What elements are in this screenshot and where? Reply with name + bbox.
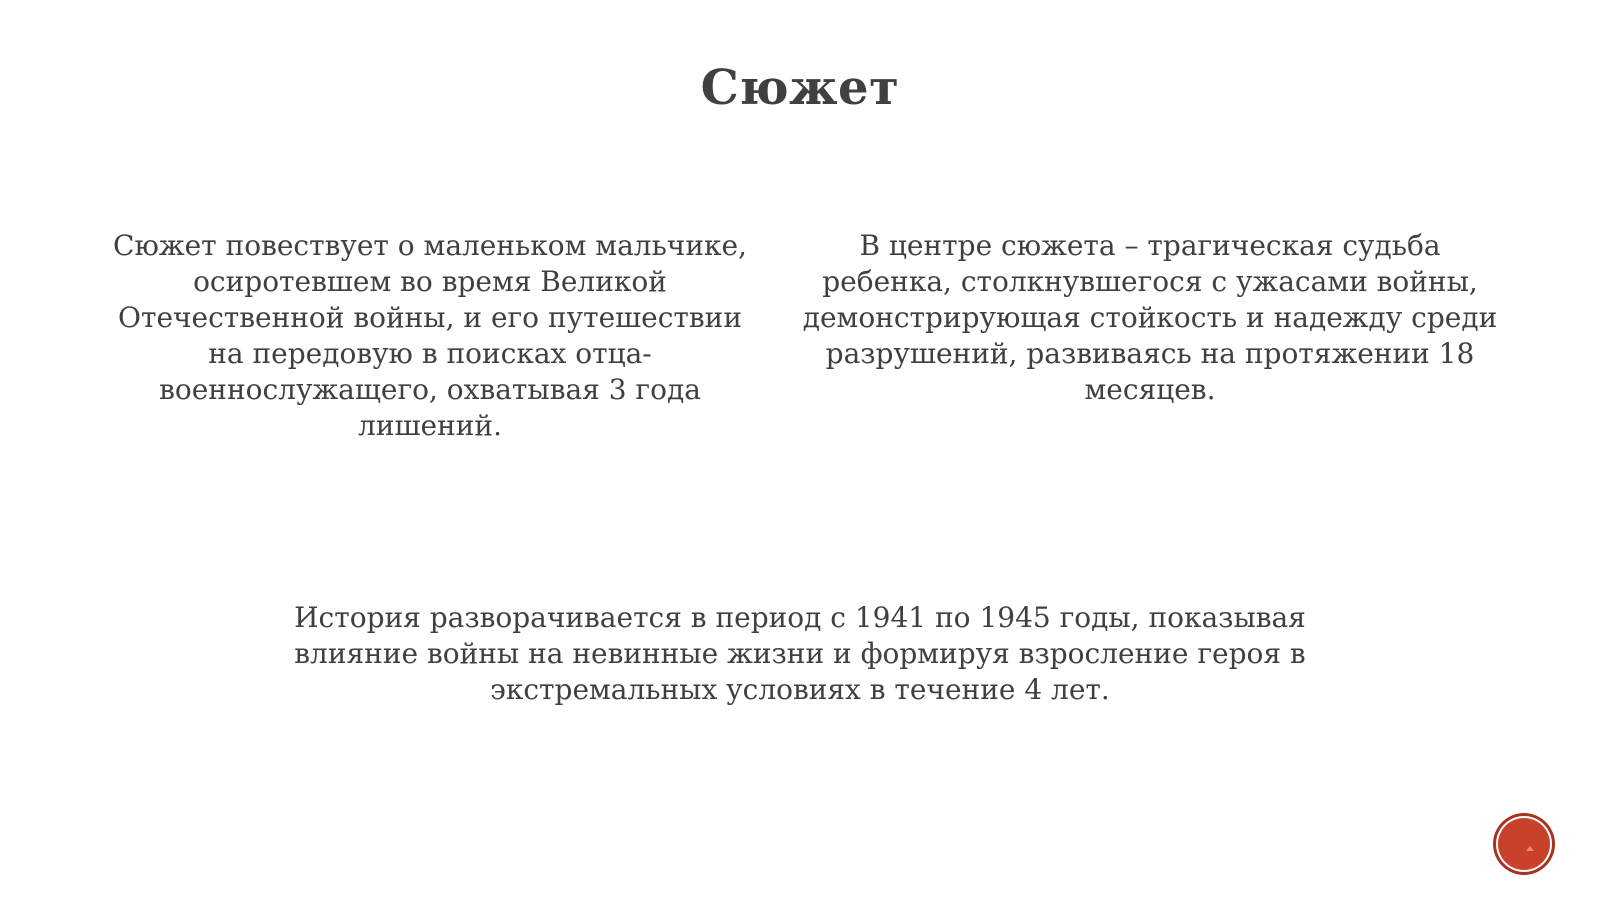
right-text-block: В центре сюжета – трагическая судьба ребенка, столкнувшегося с ужасами войны, демонстрирующая стойкость и надежду среди разрушений, развиваясь на протяжении 18 месяцев. <box>802 229 1498 406</box>
slide-title: Сюжет <box>700 60 900 116</box>
scroll-to-top-button[interactable] <box>1496 816 1552 872</box>
up-arrow-icon <box>1526 846 1534 851</box>
left-text-block: Сюжет повествует о маленьком мальчике, осиротевшем во время Великой Отечественной войны, и его путешествии на передовую в поисках отца-военнослужащего, охватывая 3 года лишений. <box>113 229 747 442</box>
bottom-text-block: История разворачивается в период с 1941 по 1945 годы, показывая влияние войны на невинные жизни и формируя взросление героя в экстремальных условиях в течение 4 лет. <box>294 601 1306 706</box>
